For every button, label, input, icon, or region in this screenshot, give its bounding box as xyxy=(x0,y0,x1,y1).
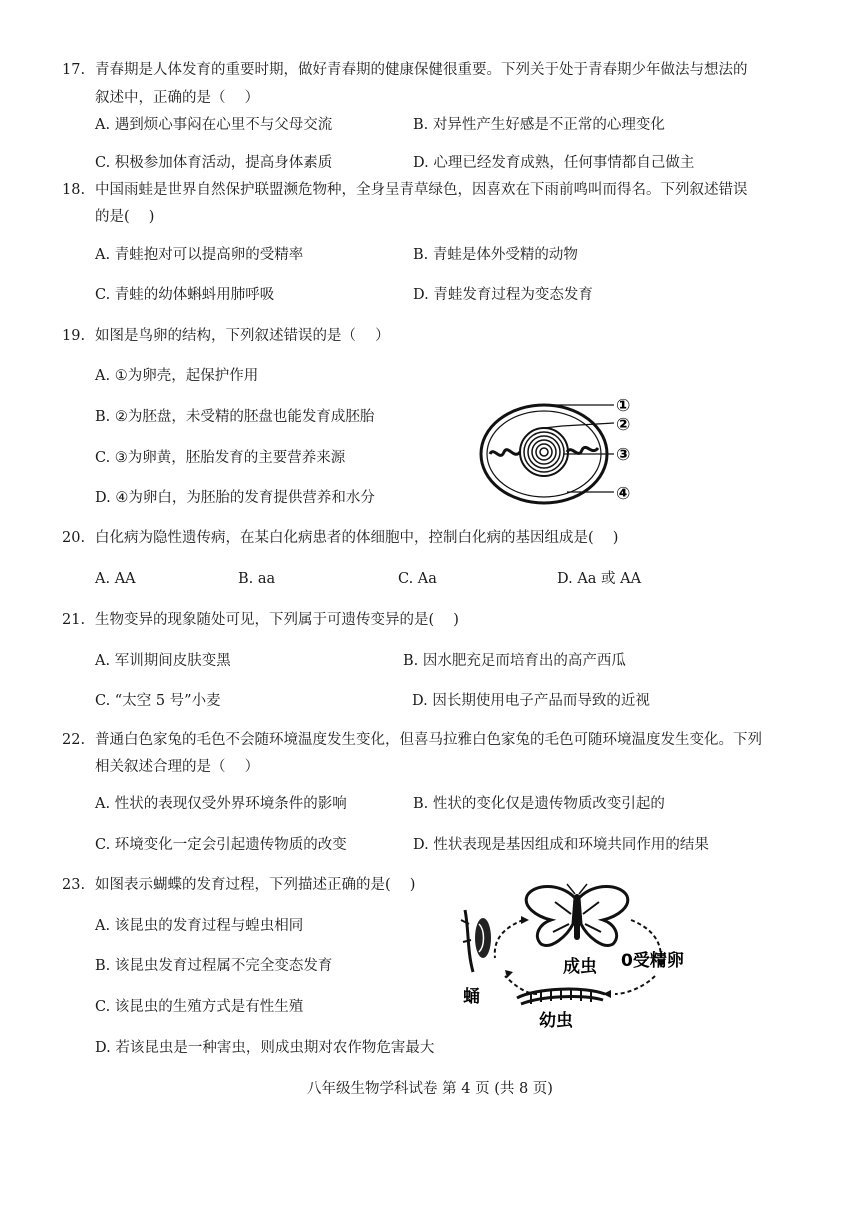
q23-stem-line1: 如图表示蝴蝶的发育过程，下列描述正确的是( ) xyxy=(95,877,416,893)
q19-option-b: B. ②为胚盘，未受精的胚盘也能发育成胚胎 xyxy=(95,409,375,425)
q21-option-d: D. 因长期使用电子产品而导致的近视 xyxy=(412,693,650,709)
chalaza-right xyxy=(567,447,598,453)
egg-label-3: ③ xyxy=(616,445,631,465)
q18-option-a: A. 青蛙抱对可以提高卵的受精率 xyxy=(95,247,304,263)
q22-option-c: C. 环境变化一定会引起遗传物质的改变 xyxy=(95,837,347,853)
q17-stem-line2: 叙述中，正确的是（ ） xyxy=(95,90,260,106)
q18-option-b: B. 青蛙是体外受精的动物 xyxy=(413,247,578,263)
egg-label-4: ④ xyxy=(616,484,631,504)
q19-option-a: A. ①为卵壳，起保护作用 xyxy=(95,368,259,384)
q19-stem-line1: 如图是鸟卵的结构，下列叙述错误的是（ ） xyxy=(95,328,390,344)
q22-number: 22. xyxy=(62,732,86,748)
q23-number: 23. xyxy=(62,877,86,893)
butterfly-adult-icon xyxy=(526,884,628,945)
q21-option-b: B. 因水肥充足而培育出的高产西瓜 xyxy=(403,653,626,669)
bird-egg-diagram xyxy=(472,392,642,512)
label-pupa: 蛹 xyxy=(463,987,480,1007)
q18-stem-line1: 中国雨蛙是世界自然保护联盟濒危物种，全身呈青草绿色，因喜欢在下雨前鸣叫而得名。下列叙述错误 xyxy=(95,182,748,198)
q17-option-d: D. 心理已经发育成熟，任何事情都自己做主 xyxy=(413,155,695,171)
q17-stem-line1: 青春期是人体发育的重要时期，做好青春期的健康保健很重要。下列关于处于青春期少年做法与想法的 xyxy=(95,62,748,78)
q21-option-c: C. “太空 5 号”小麦 xyxy=(95,693,221,709)
q22-option-d: D. 性状表现是基因组成和环境共同作用的结果 xyxy=(413,837,709,853)
q18-option-d: D. 青蛙发育过程为变态发育 xyxy=(413,287,593,303)
egg-label-2: ② xyxy=(616,415,631,435)
q20-stem-line1: 白化病为隐性遗传病，在某白化病患者的体细胞中，控制白化病的基因组成是( ) xyxy=(95,530,619,546)
q23-option-a: A. 该昆虫的发育过程与蝗虫相同 xyxy=(95,918,304,934)
q20-option-a: A. AA xyxy=(95,571,136,587)
label-larva: 幼虫 xyxy=(539,1011,573,1030)
label-adult: 成虫 xyxy=(563,957,597,977)
chalaza-left xyxy=(490,450,520,456)
q18-option-c: C. 青蛙的幼体蝌蚪用肺呼吸 xyxy=(95,287,275,303)
butterfly-life-cycle-diagram xyxy=(455,880,695,1030)
q18-stem-line2: 的是( ) xyxy=(95,209,155,225)
q23-option-d: D. 若该昆虫是一种害虫，则成虫期对农作物危害最大 xyxy=(95,1040,435,1056)
q19-option-d: D. ④为卵白，为胚胎的发育提供营养和水分 xyxy=(95,490,375,506)
q20-option-c: C. Aa xyxy=(398,571,437,587)
q21-stem-line1: 生物变异的现象随处可见，下列属于可遗传变异的是( ) xyxy=(95,612,459,628)
q23-option-c: C. 该昆虫的生殖方式是有性生殖 xyxy=(95,999,304,1015)
label-fertilized-egg: 0受精卵 xyxy=(621,951,684,971)
q19-number: 19. xyxy=(62,328,86,344)
q22-stem-line2: 相关叙述合理的是（ ） xyxy=(95,759,260,775)
q17-number: 17. xyxy=(62,62,86,78)
q23-option-b: B. 该昆虫发育过程属不完全变态发育 xyxy=(95,958,333,974)
q18-number: 18. xyxy=(62,182,86,198)
q21-option-a: A. 军训期间皮肤变黑 xyxy=(95,653,231,669)
page-footer: 八年级生物学科试卷 第 4 页 (共 8 页) xyxy=(307,1081,553,1097)
egg-yolk xyxy=(520,428,568,476)
q22-stem-line1: 普通白色家兔的毛色不会随环境温度发生变化，但喜马拉雅白色家兔的毛色可随环境温度发生变化。下列 xyxy=(95,732,762,748)
q20-option-b: B. aa xyxy=(238,571,276,587)
q20-option-d: D. Aa 或 AA xyxy=(557,571,642,587)
q17-option-b: B. 对异性产生好感是不正常的心理变化 xyxy=(413,117,665,133)
q22-option-a: A. 性状的表现仅受外界环境条件的影响 xyxy=(95,796,347,812)
q19-option-c: C. ③为卵黄，胚胎发育的主要营养来源 xyxy=(95,450,346,466)
q21-number: 21. xyxy=(62,612,86,628)
larva-icon xyxy=(517,989,605,1004)
q17-option-a: A. 遇到烦心事闷在心里不与父母交流 xyxy=(95,117,333,133)
pupa-icon xyxy=(461,910,491,972)
q20-number: 20. xyxy=(62,530,86,546)
q17-option-c: C. 积极参加体育活动，提高身体素质 xyxy=(95,155,333,171)
q22-option-b: B. 性状的变化仅是遗传物质改变引起的 xyxy=(413,796,665,812)
egg-label-1: ① xyxy=(616,396,631,416)
